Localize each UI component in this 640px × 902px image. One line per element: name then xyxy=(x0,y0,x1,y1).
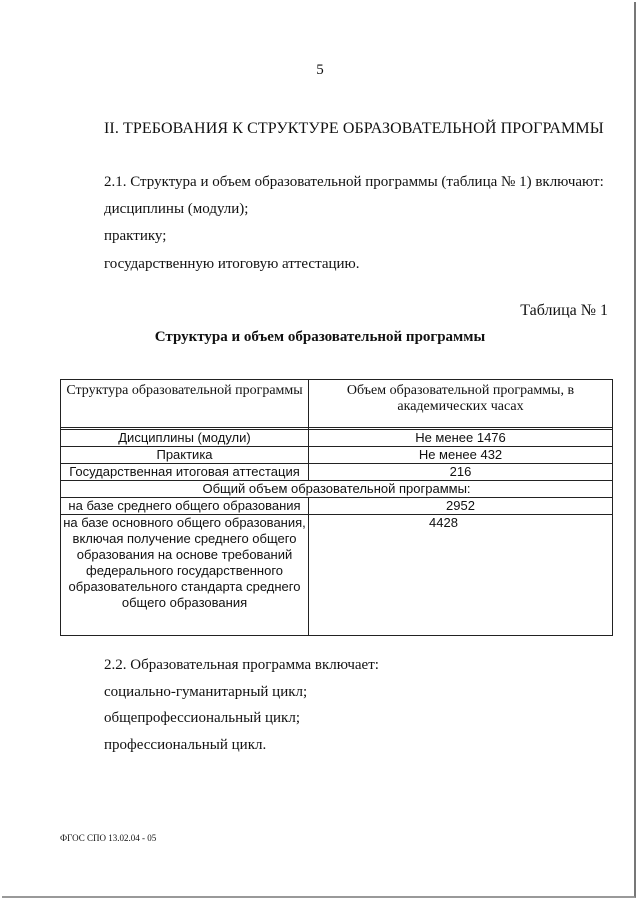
header-volume: Объем образовательной программы, в академических часах xyxy=(309,380,613,428)
table-row xyxy=(61,498,613,515)
header-structure: Структура образовательной программы xyxy=(61,380,309,428)
page-number: 5 xyxy=(316,62,324,78)
row-label: Государственная итоговая аттестация xyxy=(61,464,309,481)
table-header-row xyxy=(61,380,613,428)
table-row xyxy=(61,464,613,481)
paragraph-program-intro: 2.2. Образовательная программа включает: xyxy=(104,657,379,673)
row-label: на базе основного общего образования, включая получение среднего общего образования на основе требований федерального государственного образовательного стандарта среднего общего образования xyxy=(61,515,309,636)
table-row xyxy=(61,430,613,447)
footer-code: ФГОС СПО 13.02.04 - 05 xyxy=(60,833,157,843)
row-label: Практика xyxy=(61,447,309,464)
row-value: Не менее 432 xyxy=(309,447,613,464)
list-item-disciplines: дисциплины (модули); xyxy=(104,201,249,217)
paragraph-structure-intro: 2.1. Структура и объем образовательной программы (таблица № 1) включают: xyxy=(104,174,604,190)
list-item-attestation: государственную итоговую аттестацию. xyxy=(104,256,360,272)
list-item-social-cycle: социально-гуманитарный цикл; xyxy=(104,684,308,700)
list-item-practice: практику; xyxy=(104,228,167,244)
row-value: 216 xyxy=(309,464,613,481)
section-title: II. ТРЕБОВАНИЯ К СТРУКТУРЕ ОБРАЗОВАТЕЛЬНОЙ ПРОГРАММЫ xyxy=(104,120,604,137)
table-title: Структура и объем образовательной программы xyxy=(154,329,486,345)
total-label: Общий объем образовательной программы: xyxy=(61,481,613,498)
row-label: Дисциплины (модули) xyxy=(61,430,309,447)
row-value: Не менее 1476 xyxy=(309,430,613,447)
table-row xyxy=(61,515,613,636)
table-caption: Таблица № 1 xyxy=(520,302,608,319)
row-label: на базе среднего общего образования xyxy=(61,498,309,515)
list-item-professional-cycle: профессиональный цикл. xyxy=(104,737,267,753)
table-total-row xyxy=(61,481,613,498)
structure-table xyxy=(60,379,613,636)
row-value: 2952 xyxy=(309,498,613,515)
table-row xyxy=(61,447,613,464)
row-value: 4428 xyxy=(309,515,613,636)
list-item-general-cycle: общепрофессиональный цикл; xyxy=(104,710,300,726)
